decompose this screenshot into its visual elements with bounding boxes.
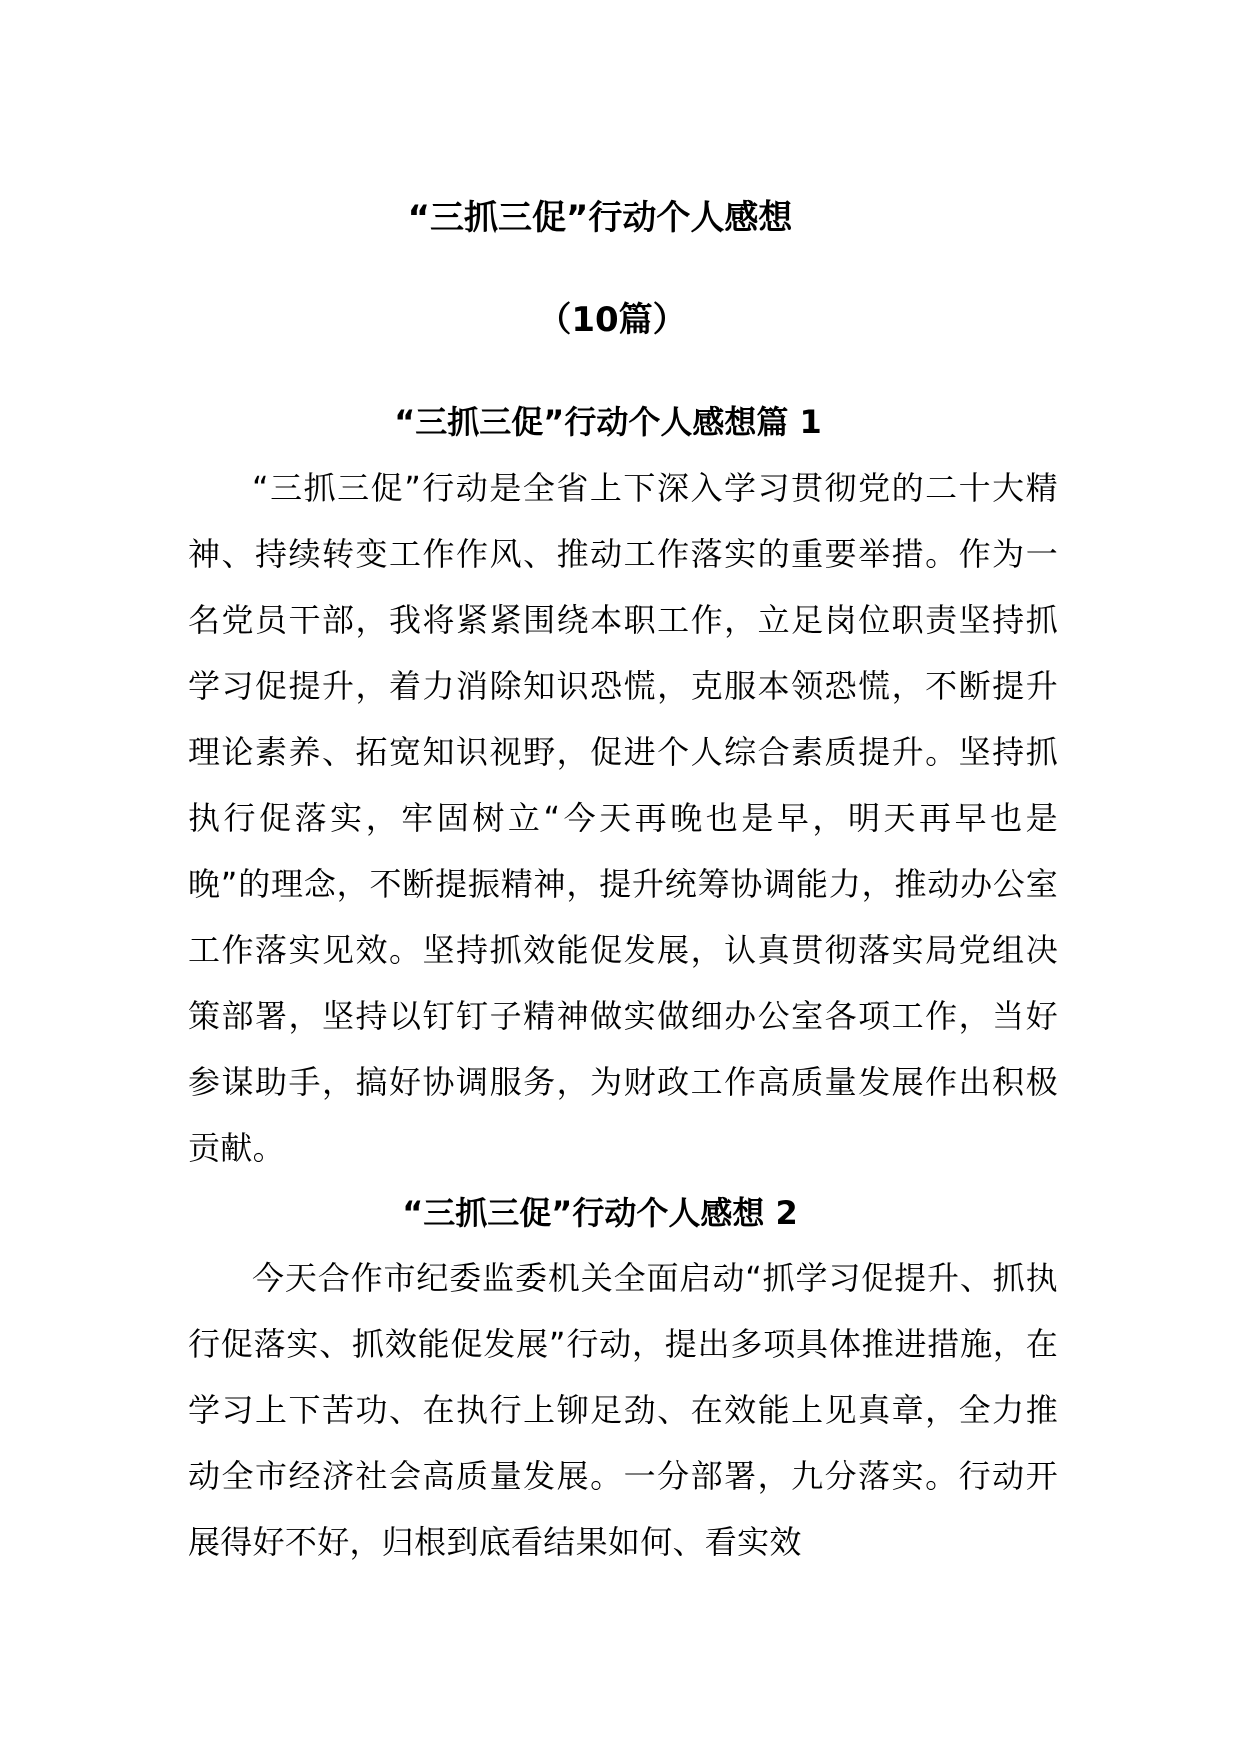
section-2-body: 今天合作市纪委监委机关全面启动“抓学习促提升、抓执行促落实、抓效能促发展”行动，提出多项具体推进措施，在学习上下苦功、在执行上铆足劲、在效能上见真章，全力推动全市经济社会高质量发展。一分部署，九分落实。行动开展得好不好，归根到底看结果如何、看实效	[188, 1259, 1058, 1561]
document-subtitle: （10篇）	[537, 300, 687, 340]
section-1-heading: “三抓三促”行动个人感想篇 1	[394, 403, 822, 441]
section-1-body: “三抓三促”行动是全省上下深入学习贯彻党的二十大精神、持续转变工作作风、推动工作落实的重要举措。作为一名党员干部，我将紧紧围绕本职工作，立足岗位职责坚持抓学习促提升，着力消除知识恐慌，克服本领恐慌，不断提升理论素养、拓宽知识视野，促进个人综合素质提升。坚持抓执行促落实，牢固树立“今天再晚也是早，明天再早也是晚”的理念，不断提振精神，提升统筹协调能力，推动办公室工作落实见效。坚持抓效能促发展，认真贯彻落实局党组决策部署，坚持以钉钉子精神做实做细办公室各项工作，当好参谋助手，搞好协调服务，为财政工作高质量发展作出积极贡献。	[188, 469, 1058, 1167]
document-title: “三抓三促”行动个人感想	[407, 198, 793, 238]
section-2-heading: “三抓三促”行动个人感想 2	[402, 1194, 798, 1232]
